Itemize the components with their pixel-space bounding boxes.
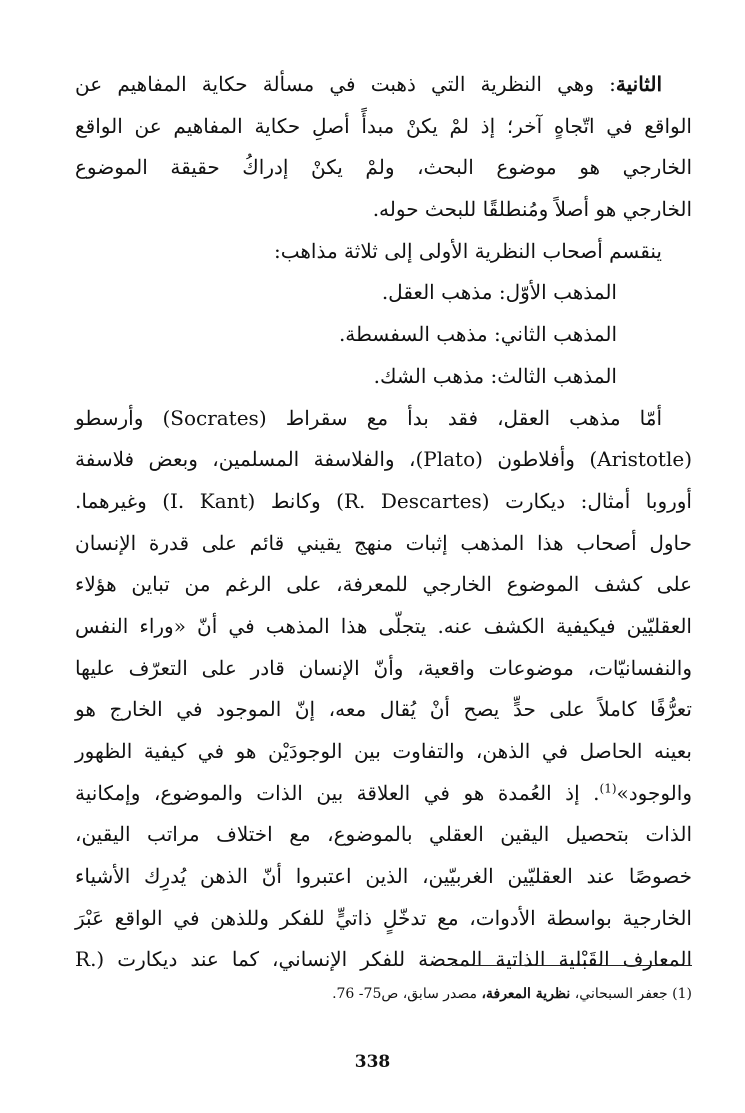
- paragraph-line: والنفسانيّات، موضوعات واقعية، وأنّ الإنسان قادر على التعرّف عليها: [75, 655, 692, 680]
- paragraph-line: المعارف القَبْلية الذاتية المحضة للفكر الإنساني، كما عند ديكارت (.R: [75, 947, 692, 972]
- page-number: 338: [354, 1052, 391, 1072]
- paragraph-line: أمّا مذهب العقل، فقد بدأ مع سقراط (Socrates) وأرسطو: [75, 405, 663, 430]
- paragraph-line: ينقسم أصحاب النظرية الأولى إلى ثلاثة مذاهب:: [274, 238, 662, 263]
- footnote-divider: [452, 965, 692, 966]
- paragraph-line: تعرُّفًا كاملاً على حدٍّ يصح أنْ يُقال معه، إنّ الموجود في الخارج هو: [75, 697, 692, 722]
- footnote-author: جعفر السبحاني،: [574, 986, 668, 1002]
- paragraph-line: العقليّين فيكيفية الكشف عنه. يتجلّى هذا المذهب في أنّ «وراء النفس: [75, 613, 692, 638]
- list-item: المذهب الثاني: مذهب السفسطة.: [338, 322, 617, 347]
- footnote-marker: (1): [599, 781, 617, 796]
- footnote: [200, 983, 692, 1005]
- paragraph-line: (Aristotle) وأفلاطون (Plato)، والفلاسفة المسلمين، وبعض فلاسفة: [75, 447, 692, 472]
- paragraph-line: الخارجي هو موضوع البحث، ولمْ يكنْ إدراكُ حقيقة الموضوع: [75, 155, 692, 180]
- paragraph-line: خصوصًا عند العقليّين الغربيّين، الذين اعتبروا أنّ الذهن يُدرِك الأشياء: [75, 864, 692, 889]
- paragraph-line: الثانية: وهي النظرية التي ذهبت في مسألة حكاية المفاهيم عن: [75, 72, 662, 96]
- paragraph-line: بعينه الحاصل في الذهن، والتفاوت بين الوجودَيْن هو في كيفية الظهور: [75, 739, 692, 763]
- paragraph-line: الخارجية بواسطة الأدوات، مع تدخّلٍ ذاتيٍّ للفكر وللذهن في الواقع عَبْرَ: [75, 905, 692, 930]
- footnote-title: نظرية المعرفة،: [481, 986, 571, 1002]
- footnote-details: مصدر سابق، ص75- 76.: [332, 986, 478, 1002]
- paragraph-line: على كشف الموضوع الخارجي للمعرفة، على الرغم من تباين هؤلاء: [75, 572, 692, 597]
- paragraph-line: أوروبا أمثال: ديكارت (R. Descartes) وكانط (I. Kant) وغيرهما.: [75, 488, 692, 513]
- list-item: المذهب الثالث: مذهب الشك.: [373, 363, 617, 388]
- paragraph-line: الذات بتحصيل اليقين العقلي بالموضوع، مع اختلاف مراتب اليقين،: [75, 822, 692, 847]
- term-heading: الثانية: [615, 72, 662, 96]
- paragraph-line: الواقع في اتّجاهٍ آخر؛ إذ لمْ يكنْ مبدأً أصلِ حكاية المفاهيم عن الواقع: [75, 113, 692, 138]
- paragraph-line: الخارجي هو أصلاً ومُنطلقًا للبحث حوله.: [372, 197, 692, 222]
- list-item: المذهب الأوّل: مذهب العقل.: [381, 280, 617, 305]
- paragraph-line: حاول أصحاب هذا المذهب إثبات منهج يقيني قائم على قدرة الإنسان: [75, 530, 692, 555]
- paragraph-line: والوجود»$^{(1)}$. إذ العُمدة هو في العلاقة بين الذات والموضوع، وإمكانية: [75, 780, 692, 805]
- body-text: [75, 64, 692, 981]
- footnote-number: (1): [672, 986, 692, 1002]
